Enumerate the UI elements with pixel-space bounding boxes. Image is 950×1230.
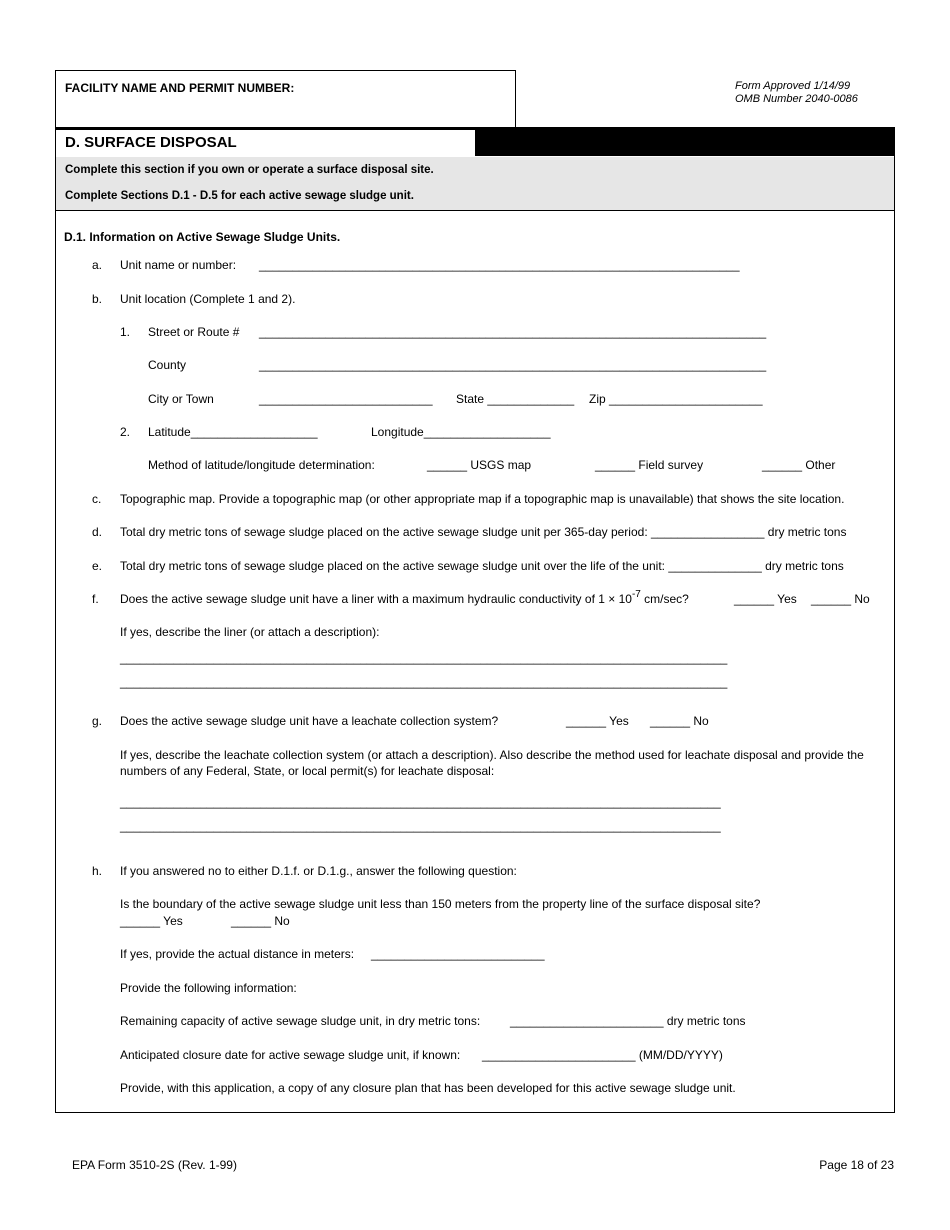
liner-question — [120, 589, 689, 606]
liner-describe-label: If yes, describe the liner (or attach a description): — [120, 625, 380, 639]
zip-field[interactable]: Zip _______________________ — [589, 392, 763, 406]
title-black-bar — [475, 128, 894, 156]
form-id: EPA Form 3510-2S (Rev. 1-99) — [72, 1158, 237, 1172]
closure-date-label: Anticipated closure date for active sewage sludge unit, if known: — [120, 1048, 461, 1062]
distance-label: If yes, provide the actual distance in meters: — [120, 947, 355, 961]
latitude-field[interactable]: Latitude___________________ — [148, 425, 318, 439]
boundary-question: Is the boundary of the active sewage sludge unit less than 150 meters from the property line of the surface disposal site? — [120, 897, 761, 911]
closure-plan-text: Provide, with this application, a copy of any closure plan that has been developed for this active sewage sludge unit. — [120, 1081, 736, 1095]
h-intro: If you answered no to either D.1.f. or D.1.g., answer the following question: — [120, 864, 517, 878]
boundary-no-option[interactable]: ______ No — [231, 914, 290, 928]
leachate-question: Does the active sewage sludge unit have a leachate collection system? — [120, 714, 499, 728]
surface-disposal-section — [55, 127, 895, 1113]
instruction-1: Complete this section if you own or operate a surface disposal site. — [65, 164, 434, 176]
item-g-letter: g. — [92, 714, 103, 728]
unit-name-label: Unit name or number: — [120, 258, 237, 272]
method-label: Method of latitude/longitude determination: — [148, 458, 375, 472]
street-field[interactable]: ____________________________________________________________________________ — [259, 325, 767, 339]
liner-exponent: -7 — [631, 589, 641, 600]
omb-number: OMB Number 2040-0086 — [735, 93, 858, 105]
leachate-description-line-1[interactable]: __________________________________________________________________________________________ — [120, 795, 721, 809]
annual-tons-question[interactable]: Total dry metric tons of sewage sludge placed on the active sewage sludge unit per 365-day period: _________________ dry metric tons — [120, 525, 847, 539]
liner-unit: cm/sec? — [640, 592, 689, 606]
longitude-field[interactable]: Longitude___________________ — [371, 425, 551, 439]
capacity-field[interactable]: _______________________ dry metric tons — [510, 1014, 746, 1028]
liner-yes-option[interactable]: ______ Yes — [734, 592, 797, 606]
item-f-letter: f. — [92, 592, 99, 606]
closure-date-field[interactable]: _______________________ (MM/DD/YYYY) — [482, 1048, 723, 1062]
item-d-letter: d. — [92, 525, 103, 539]
capacity-label: Remaining capacity of active sewage sludge unit, in dry metric tons: — [120, 1014, 481, 1028]
item-b-letter: b. — [92, 292, 103, 306]
leachate-yes-option[interactable]: ______ Yes — [566, 714, 629, 728]
form-approved-date: Form Approved 1/14/99 — [735, 80, 851, 92]
item-c-letter: c. — [92, 492, 102, 506]
leachate-description-line-2[interactable]: __________________________________________________________________________________________ — [120, 819, 721, 833]
county-field[interactable]: ____________________________________________________________________________ — [259, 358, 767, 372]
boundary-yes-option[interactable]: ______ Yes — [120, 914, 183, 928]
liner-no-option[interactable]: ______ No — [811, 592, 870, 606]
item-b1-num: 1. — [120, 325, 131, 339]
facility-label: FACILITY NAME AND PERMIT NUMBER: — [65, 81, 295, 95]
item-e-letter: e. — [92, 559, 103, 573]
form-approval-info — [735, 80, 858, 106]
section-title-row — [56, 128, 894, 158]
liner-description-line-1[interactable]: ___________________________________________________________________________________________ — [120, 651, 728, 665]
county-label: County — [148, 358, 187, 372]
topographic-map-text: Topographic map. Provide a topographic map (or other appropriate map if a topographic map is unavailable) that shows the site location. — [120, 492, 845, 506]
item-h-letter: h. — [92, 864, 103, 878]
item-a-letter: a. — [92, 258, 103, 272]
section-title: D. SURFACE DISPOSAL — [65, 134, 237, 151]
unit-name-field[interactable]: ________________________________________________________________________ — [259, 258, 740, 272]
liner-question-text: Does the active sewage sludge unit have a liner with a maximum hydraulic conductivity of 1 × 10 — [120, 592, 632, 606]
method-usgs-option[interactable]: ______ USGS map — [427, 458, 532, 472]
leachate-no-option[interactable]: ______ No — [650, 714, 709, 728]
item-b2-num: 2. — [120, 425, 131, 439]
leachate-describe-label: If yes, describe the leachate collection system (or attach a description). Also describe the method used for leachate disposal and provide the numbers of any Federal, State, or local permit(s) for leachate disposal: — [120, 748, 864, 778]
city-field[interactable]: __________________________ — [259, 392, 433, 406]
state-field[interactable]: State _____________ — [456, 392, 575, 406]
lifetime-tons-question[interactable]: Total dry metric tons of sewage sludge placed on the active sewage sludge unit over the life of the unit: ______________ dry metric tons — [120, 559, 844, 573]
distance-field[interactable]: __________________________ — [371, 947, 545, 961]
provide-info-label: Provide the following information: — [120, 981, 297, 995]
method-other-option[interactable]: ______ Other — [762, 458, 836, 472]
instruction-2: Complete Sections D.1 - D.5 for each active sewage sludge unit. — [65, 190, 414, 202]
page-number: Page 18 of 23 — [819, 1158, 894, 1172]
street-label: Street or Route # — [148, 325, 240, 339]
unit-location-label: Unit location (Complete 1 and 2). — [120, 292, 296, 306]
method-field-survey-option[interactable]: ______ Field survey — [595, 458, 704, 472]
instruction-band — [56, 157, 894, 211]
city-label: City or Town — [148, 392, 214, 406]
d1-heading: D.1. Information on Active Sewage Sludge Units. — [64, 230, 341, 244]
facility-box — [55, 70, 516, 127]
liner-description-line-2[interactable]: ___________________________________________________________________________________________ — [120, 675, 728, 689]
